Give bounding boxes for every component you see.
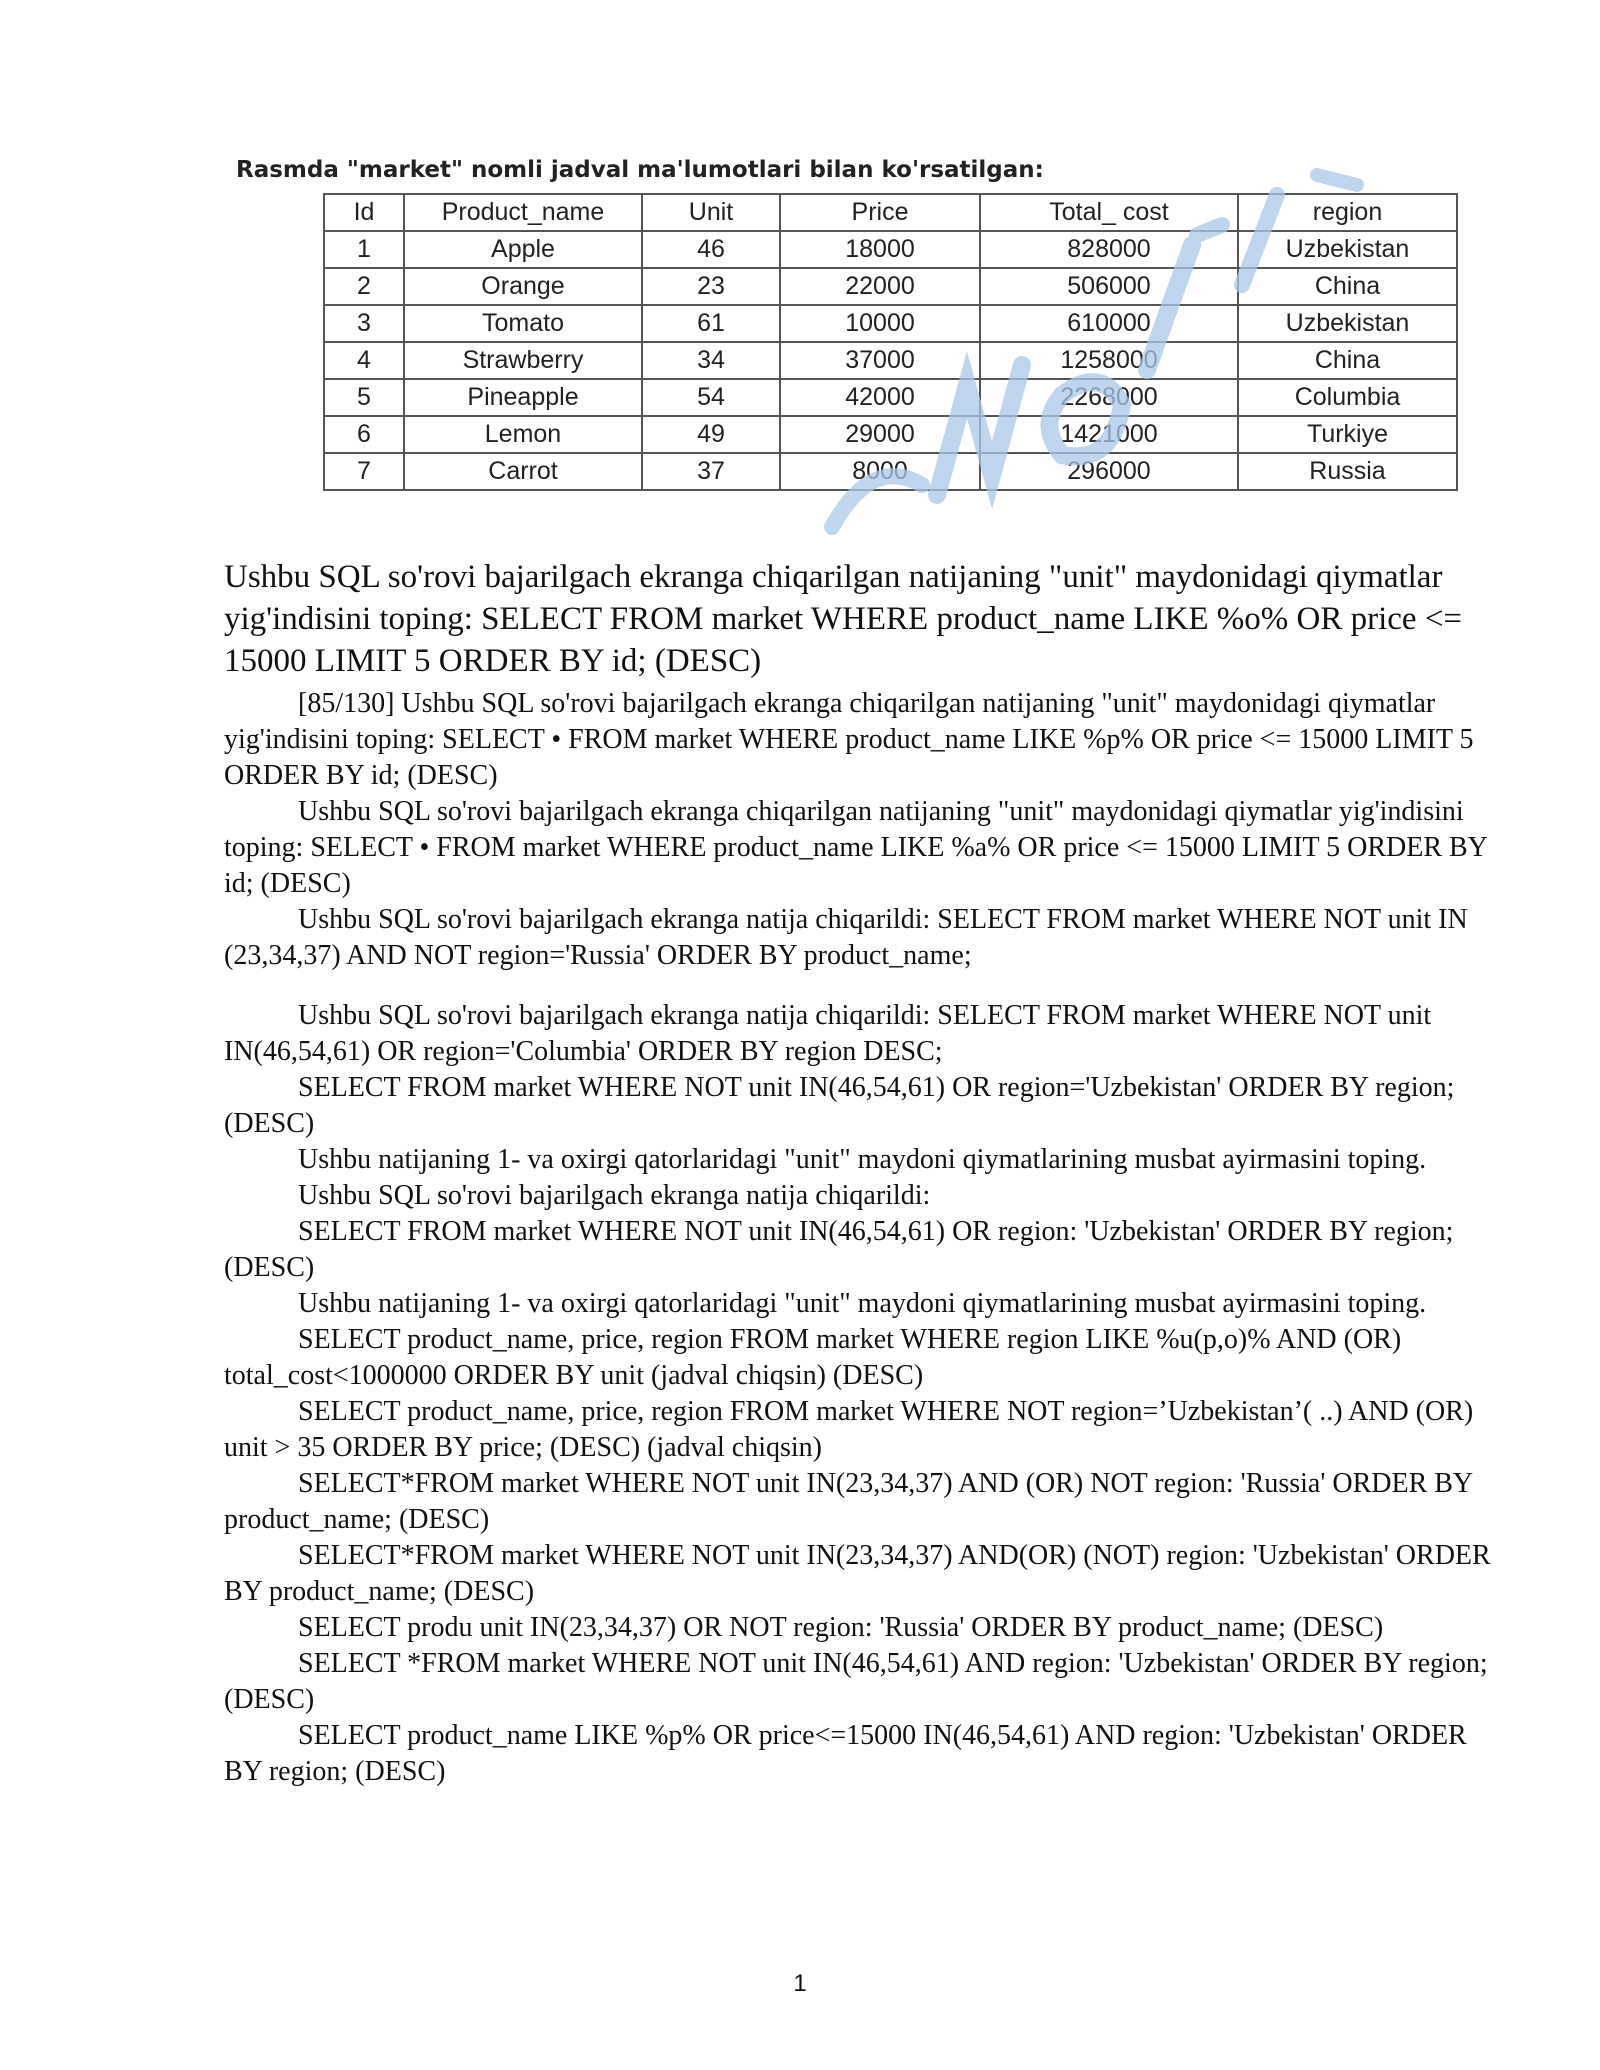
table-cell: Carrot: [404, 453, 642, 490]
table-row: [324, 305, 1457, 342]
paragraph: SELECT produ unit IN(23,34,37) OR NOT region: 'Russia' ORDER BY product_name; (DESC): [298, 1612, 1384, 1643]
table-cell: Lemon: [404, 416, 642, 453]
table-cell: 61: [642, 305, 780, 342]
table-cell: 34: [642, 342, 780, 379]
header-cell: Total_ cost: [980, 194, 1238, 231]
paragraph: Ushbu SQL so'rovi bajarilgach ekranga natija chiqarildi:: [298, 1180, 931, 1211]
table-cell: 1258000: [980, 342, 1238, 379]
table-cell: Russia: [1238, 453, 1457, 490]
paragraph: Ushbu natijaning 1- va oxirgi qatorlaridagi "unit" maydoni qiymatlarining musbat ayirmasini toping.: [298, 1288, 1427, 1319]
paragraph: SELECT*FROM market WHERE NOT unit IN(23,34,37) AND(OR) (NOT) region: 'Uzbekistan' ORDER BY product_name; (DESC): [224, 1540, 1491, 1607]
table-cell: 49: [642, 416, 780, 453]
table-cell: Apple: [404, 231, 642, 268]
table-cell: Pineapple: [404, 379, 642, 416]
table-cell: 1421000: [980, 416, 1238, 453]
header-cell: Price: [780, 194, 980, 231]
table-cell: Tomato: [404, 305, 642, 342]
table-cell: Orange: [404, 268, 642, 305]
paragraph: Ushbu SQL so'rovi bajarilgach ekranga natija chiqarildi: SELECT FROM market WHERE NOT unit IN(46,54,61) OR region='Columbia' ORDER BY region DESC;: [224, 1000, 1432, 1067]
document-body: [224, 556, 1494, 1790]
watermark-stroke: [1317, 175, 1357, 185]
table-cell: 2: [324, 268, 404, 305]
table-cell: Uzbekistan: [1238, 305, 1457, 342]
figure-caption: Rasmda "market" nomli jadval ma'lumotlari bilan ko'rsatilgan:: [236, 157, 1044, 183]
table-cell: Strawberry: [404, 342, 642, 379]
table-cell: 29000: [780, 416, 980, 453]
table-row: [324, 379, 1457, 416]
header-cell: region: [1238, 194, 1457, 231]
table-cell: 4: [324, 342, 404, 379]
table-cell: 506000: [980, 268, 1238, 305]
table-cell: 296000: [980, 453, 1238, 490]
paragraph: SELECT FROM market WHERE NOT unit IN(46,54,61) OR region='Uzbekistan' ORDER BY region; (DESC): [224, 1072, 1455, 1139]
table-row: [324, 231, 1457, 268]
table-cell: 37: [642, 453, 780, 490]
table-cell: China: [1238, 342, 1457, 379]
paragraph: SELECT FROM market WHERE NOT unit IN(46,54,61) OR region: 'Uzbekistan' ORDER BY region; (DESC): [224, 1216, 1454, 1283]
table-header-row: [324, 194, 1457, 231]
table-row: [324, 453, 1457, 490]
paragraph: Ushbu natijaning 1- va oxirgi qatorlaridagi "unit" maydoni qiymatlarining musbat ayirmasini toping.: [298, 1144, 1427, 1175]
table-cell: 828000: [980, 231, 1238, 268]
market-table: [323, 193, 1458, 491]
paragraph: Ushbu SQL so'rovi bajarilgach ekranga chiqarilgan natijaning "unit" maydonidagi qiymatlar yig'indisini toping: SELECT • FROM market WHERE product_name LIKE %a% OR price <= 15000 LIMIT 5 ORDER BY id; (DESC): [224, 796, 1487, 899]
table-row: [324, 342, 1457, 379]
table-cell: 23: [642, 268, 780, 305]
table-cell: 5: [324, 379, 404, 416]
table-cell: 610000: [980, 305, 1238, 342]
header-cell: Id: [324, 194, 404, 231]
table-cell: 37000: [780, 342, 980, 379]
table-figure: [232, 155, 1472, 535]
paragraph: [85/130] Ushbu SQL so'rovi bajarilgach ekranga chiqarilgan natijaning "unit" maydonidagi qiymatlar yig'indisini toping: SELECT • FROM market WHERE product_name LIKE %p% OR price <= 15000 LIMIT 5 ORDER BY id; (DESC): [224, 688, 1474, 791]
paragraph: Ushbu SQL so'rovi bajarilgach ekranga natija chiqarildi: SELECT FROM market WHERE NOT unit IN (23,34,37) AND NOT region='Russia' ORDER BY product_name;: [224, 904, 1468, 971]
table-cell: Columbia: [1238, 379, 1457, 416]
table-row: [324, 416, 1457, 453]
table-cell: 2268000: [980, 379, 1238, 416]
paragraph: SELECT product_name LIKE %p% OR price<=15000 IN(46,54,61) AND region: 'Uzbekistan' ORDER BY region; (DESC): [224, 1720, 1467, 1787]
table-cell: 54: [642, 379, 780, 416]
table-cell: 6: [324, 416, 404, 453]
header-cell: Unit: [642, 194, 780, 231]
table-cell: 46: [642, 231, 780, 268]
paragraph: SELECT*FROM market WHERE NOT unit IN(23,34,37) AND (OR) NOT region: 'Russia' ORDER BY product_name; (DESC): [224, 1468, 1473, 1535]
header-cell: Product_name: [404, 194, 642, 231]
table-row: [324, 268, 1457, 305]
table-cell: Uzbekistan: [1238, 231, 1457, 268]
paragraph: SELECT product_name, price, region FROM market WHERE region LIKE %u(p,o)% AND (OR) total_cost<1000000 ORDER BY unit (jadval chiqsin) (DESC): [224, 1324, 1402, 1391]
table-cell: 3: [324, 305, 404, 342]
question-lead: Ushbu SQL so'rovi bajarilgach ekranga chiqarilgan natijaning "unit" maydonidagi qiymatlar yig'indisini toping: SELECT FROM market WHERE product_name LIKE %o% OR price <= 15000 LIMIT 5 ORDER BY id; (DESC): [224, 559, 1463, 679]
paragraph: SELECT product_name, price, region FROM market WHERE NOT region=’Uzbekistan’( ..) AND (OR) unit > 35 ORDER BY price; (DESC) (jadval chiqsin): [224, 1396, 1474, 1463]
table-cell: 7: [324, 453, 404, 490]
table-cell: Turkiye: [1238, 416, 1457, 453]
page-number: 1: [793, 1970, 807, 1997]
table-cell: 22000: [780, 268, 980, 305]
table-cell: 18000: [780, 231, 980, 268]
table-cell: China: [1238, 268, 1457, 305]
table-cell: 8000: [780, 453, 980, 490]
paragraph: SELECT *FROM market WHERE NOT unit IN(46,54,61) AND region: 'Uzbekistan' ORDER BY region; (DESC): [224, 1648, 1488, 1715]
table-cell: 10000: [780, 305, 980, 342]
table-cell: 42000: [780, 379, 980, 416]
table-cell: 1: [324, 231, 404, 268]
